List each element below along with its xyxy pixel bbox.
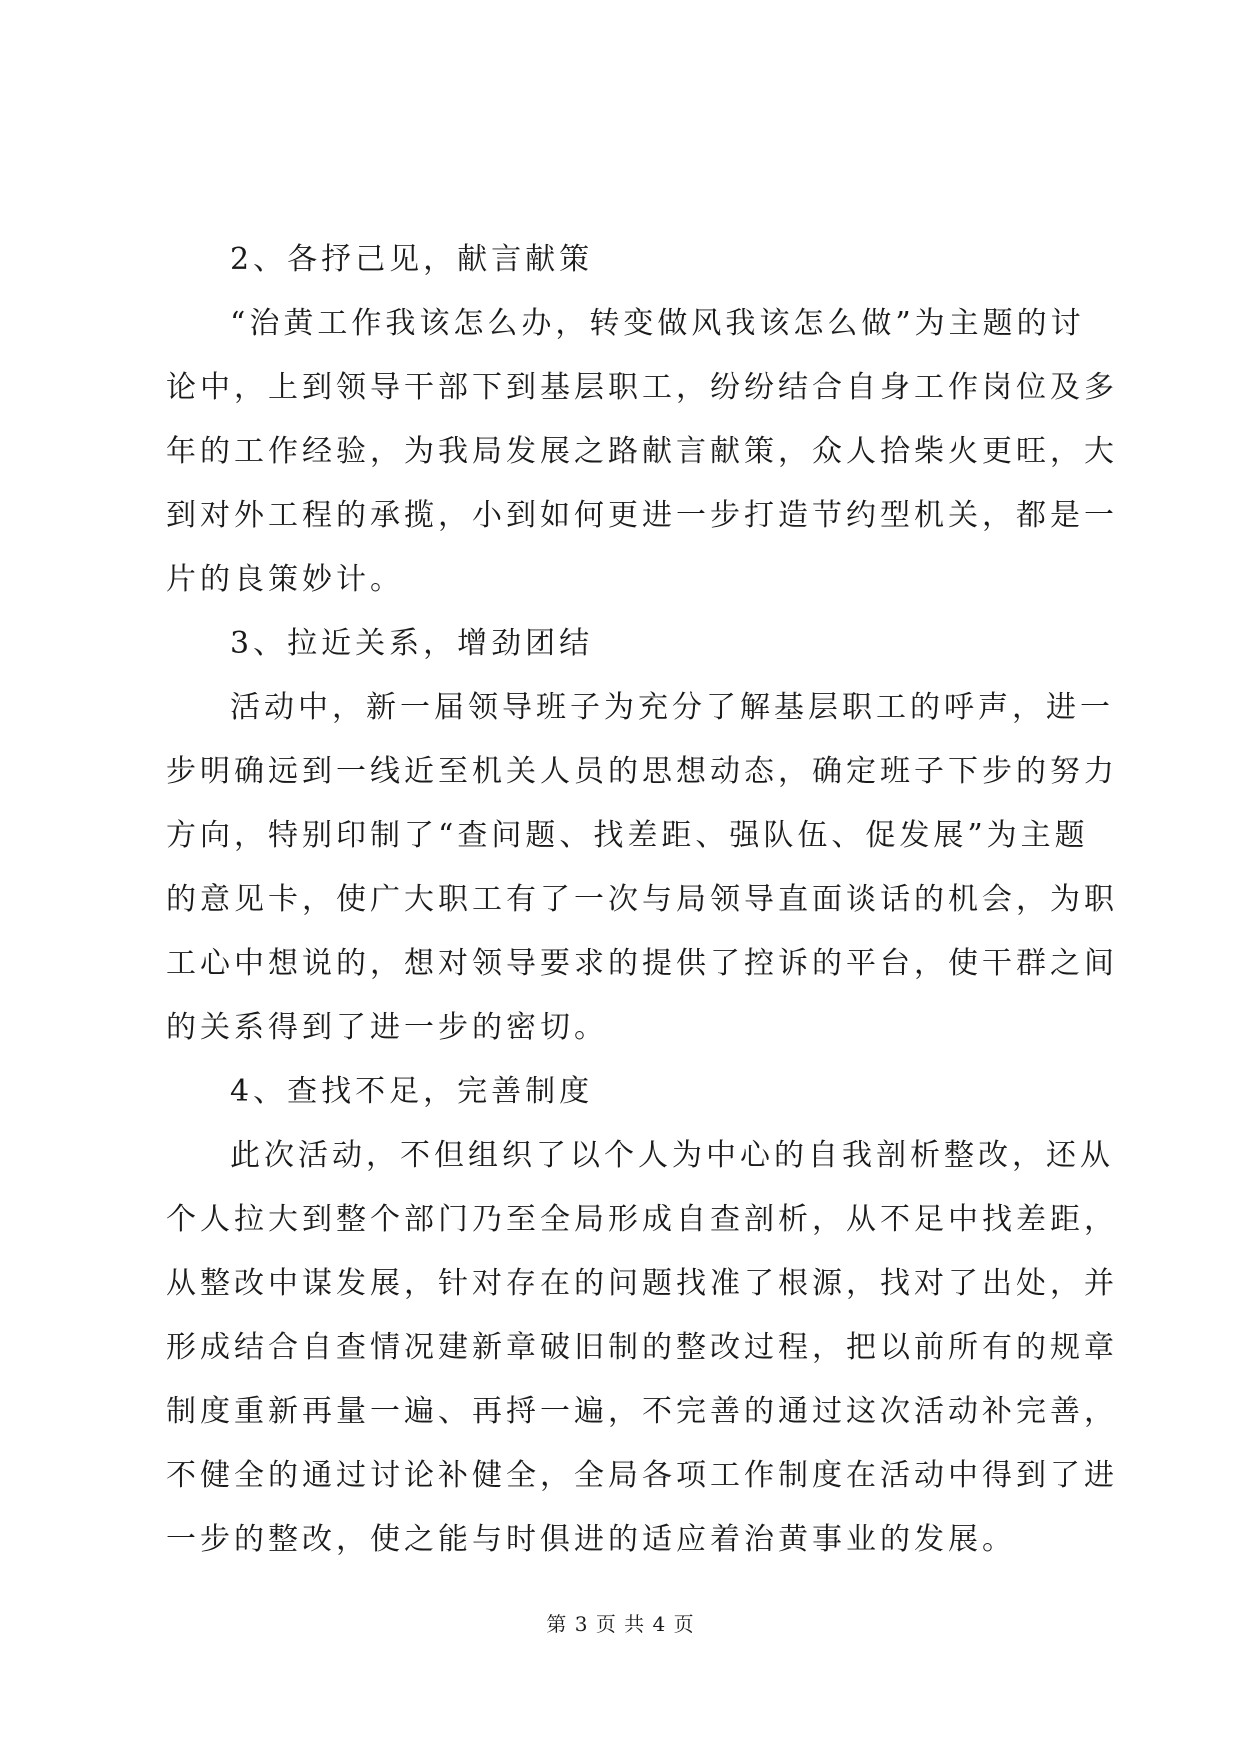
section-heading-2: 2、各抒己见，献言献策 [230,242,594,277]
paragraph-line: 方向，特别印制了“查问题、找差距、强队伍、促发展”为主题 [166,818,1089,853]
paragraph-line: 制度重新再量一遍、再捋一遍，不完善的通过这次活动补完善， [166,1394,1118,1429]
paragraph-line: 一步的整改，使之能与时俱进的适应着治黄事业的发展。 [166,1522,1016,1557]
paragraph-line: 的意见卡，使广大职工有了一次与局领导直面谈话的机会，为职 [166,882,1118,917]
paragraph-line: 片的良策妙计。 [166,562,404,597]
paragraph-line: 年的工作经验，为我局发展之路献言献策，众人拾柴火更旺，大 [166,434,1118,469]
section-heading-4: 4、查找不足，完善制度 [230,1074,594,1109]
paragraph-line: 步明确远到一线近至机关人员的思想动态，确定班子下步的努力 [166,754,1118,789]
paragraph-line: 形成结合自查情况建新章破旧制的整改过程，把以前所有的规章 [166,1330,1118,1365]
section-heading-3: 3、拉近关系，增劲团结 [230,626,594,661]
paragraph-line: 论中，上到领导干部下到基层职工，纷纷结合自身工作岗位及多 [166,370,1118,405]
page-number-footer: 第 3 页 共 4 页 [546,1612,695,1636]
paragraph-line: 不健全的通过讨论补健全，全局各项工作制度在活动中得到了进 [166,1458,1118,1493]
paragraph-line: 到对外工程的承揽，小到如何更进一步打造节约型机关，都是一 [166,498,1118,533]
paragraph-line: 此次活动，不但组织了以个人为中心的自我剖析整改，还从 [230,1138,1114,1173]
paragraph-line: 工心中想说的，想对领导要求的提供了控诉的平台，使干群之间 [166,946,1118,981]
paragraph-line: “治黄工作我该怎么办，转变做风我该怎么做”为主题的讨 [230,306,1085,341]
paragraph-line: 从整改中谋发展，针对存在的问题找准了根源，找对了出处，并 [166,1266,1118,1301]
paragraph-line: 的关系得到了进一步的密切。 [166,1010,608,1045]
paragraph-line: 活动中，新一届领导班子为充分了解基层职工的呼声，进一 [230,690,1114,725]
document-body [166,228,1118,1572]
paragraph-line: 个人拉大到整个部门乃至全局形成自查剖析，从不足中找差距， [166,1202,1118,1237]
